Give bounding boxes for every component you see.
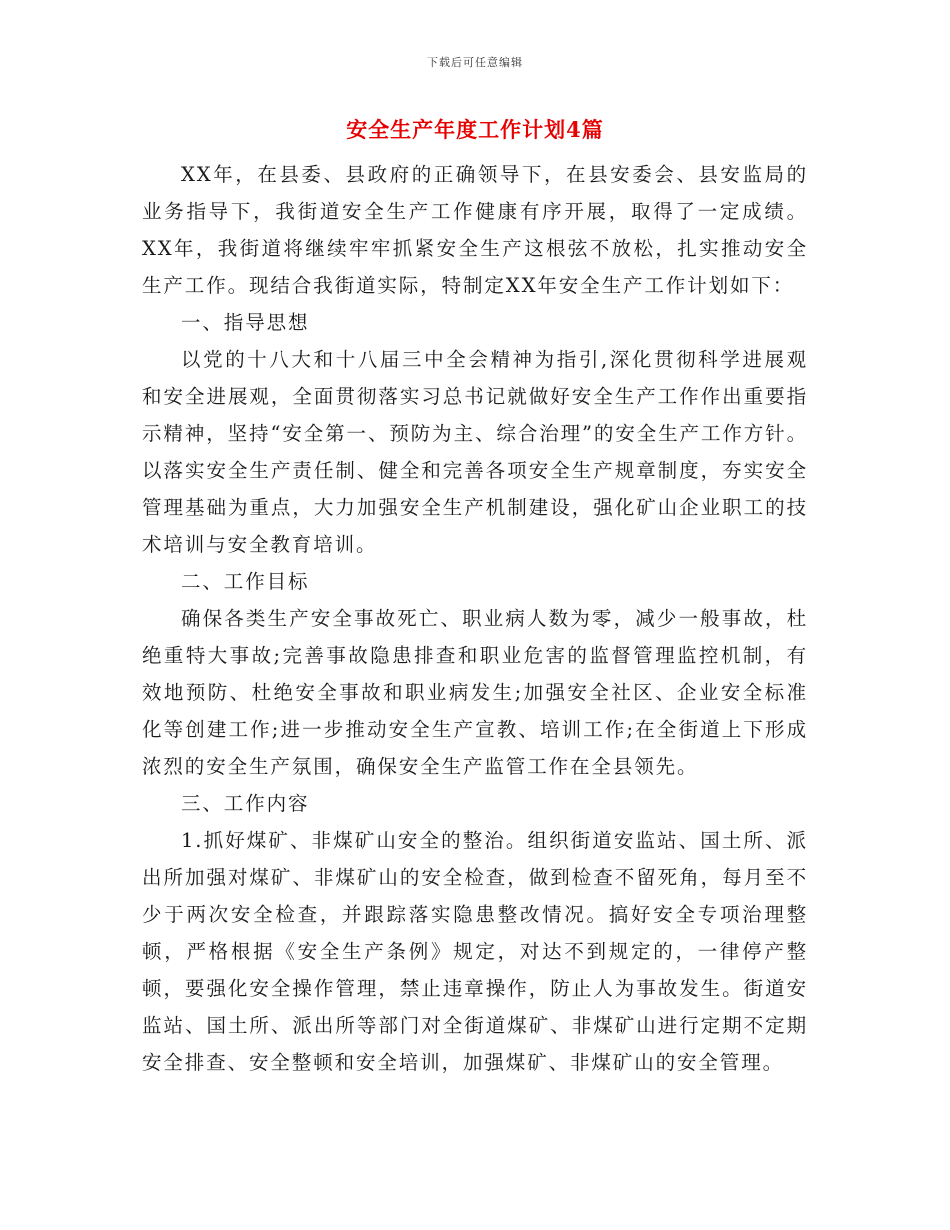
document-title: 安全生产年度工作计划4篇 — [346, 117, 604, 142]
work-goals-paragraph: 确保各类生产安全事故死亡、职业病人数为零，减少一般事故，杜绝重特大事故;完善事故隐患排查和职业危害的监督管理监控机制，有效地预防、杜绝安全事故和职业病发生;加强安全社区、企业安全标准化等创建工作;进一步推动安全生产宣教、培训工作;在全街道上下形成浓烈的安全生产氛围，确保安全生产监管工作在全县领先。 — [142, 607, 808, 778]
section-heading-work-content: 三、工作内容 — [181, 792, 310, 815]
guiding-ideology-paragraph: 以党的十八大和十八届三中全会精神为指引,深化贯彻科学进展观和安全进展观，全面贯彻落实习总书记就做好安全生产工作作出重要指示精神，坚持“安全第一、预防为主、综合治理”的安全生产工作方针。以落实安全生产责任制、健全和完善各项安全生产规章制度，夯实安全管理基础为重点，大力加强安全生产机制建设，强化矿山企业职工的技术培训与安全教育培训。 — [142, 348, 808, 556]
work-content-item-1-paragraph: 1.抓好煤矿、非煤矿山安全的整治。组织街道安监站、国土所、派出所加强对煤矿、非煤矿山的安全检查，做到检查不留死角，每月至不少于两次安全检查，并跟踪落实隐患整改情况。搞好安全专项治理整顿，严格根据《安全生产条例》规定，对达不到规定的，一律停产整顿，要强化安全操作管理，禁止违章操作，防止人为事故发生。街道安监站、国土所、派出所等部门对全街道煤矿、非煤矿山进行定期不定期安全排查、安全整顿和安全培训，加强煤矿、非煤矿山的安全管理。 — [142, 829, 808, 1074]
section-heading-guiding-ideology: 一、指导思想 — [181, 311, 310, 334]
header-note: 下载后可任意编辑 — [427, 56, 523, 69]
intro-paragraph: XX年，在县委、县政府的正确领导下，在县安委会、县安监局的业务指导下，我街道安全生产工作健康有序开展，取得了一定成绩。XX年，我街道将继续牢牢抓紧安全生产这根弦不放松，扎实推动安全生产工作。现结合我街道实际，特制定XX年安全生产工作计划如下： — [142, 163, 808, 297]
section-heading-work-goals: 二、工作目标 — [181, 570, 310, 593]
document-body — [142, 156, 808, 1081]
